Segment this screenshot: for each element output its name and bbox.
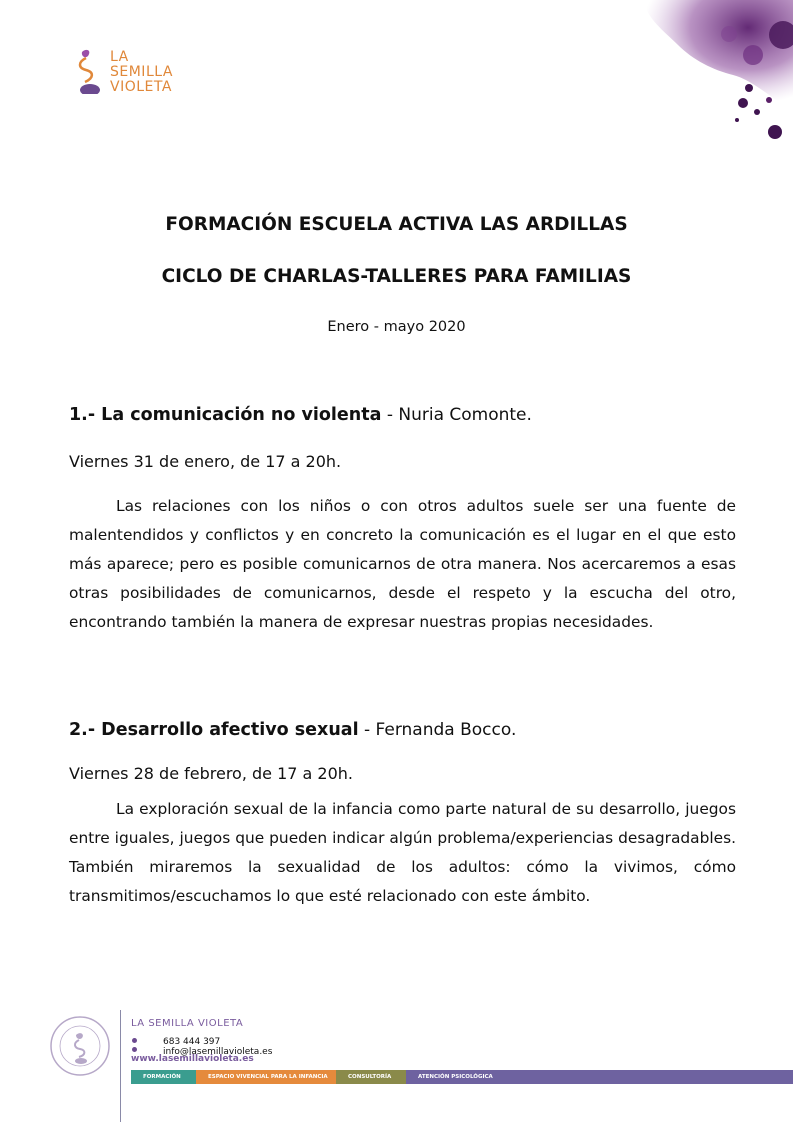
section-1-title: 1.- La comunicación no violenta: [69, 405, 382, 425]
date-range: Enero - mayo 2020: [327, 319, 466, 335]
header-logo: [72, 46, 202, 94]
page-footer: [0, 1010, 793, 1122]
footer-website[interactable]: www.lasemillavioleta.es: [131, 1054, 254, 1064]
phone-icon: [132, 1038, 137, 1043]
section-2-heading: [69, 720, 516, 740]
section-1-speaker: - Nuria Comonte.: [381, 405, 532, 425]
logo-text: [110, 50, 173, 94]
section-2-schedule: Viernes 28 de febrero, de 17 a 20h.: [69, 764, 354, 783]
footer-phone: 683 444 397: [163, 1037, 221, 1047]
footer-divider: [120, 1010, 121, 1122]
footer-brand: LA SEMILLA VIOLETA: [131, 1018, 244, 1029]
watercolor-splash-icon: [633, 0, 793, 150]
footer-bar-atencion: ATENCIÓN PSICOLÓGICA: [406, 1070, 793, 1084]
section-1-heading: [69, 405, 532, 425]
email-icon: [132, 1047, 137, 1052]
logo-text-3: VIOLETA: [110, 79, 172, 94]
footer-bar-consultoria: CONSULTORÍA: [336, 1070, 406, 1084]
section-1-body: Las relaciones con los niños o con otros adultos suele ser una fuente de malentendidos y conflictos y en concreto la comunicación es el lugar en el que esto más aparece; pero es posible comunicarnos de otra manera. Nos acercaremos a esas otras posibilidades de comunicarnos, desde el respeto y la escucha del otro, encontrando también la manera de expresar nuestras propias necesidades.: [69, 497, 736, 631]
footer-bar-espacio: ESPACIO VIVENCIAL PARA LA INFANCIA: [196, 1070, 336, 1084]
section-2-speaker: - Fernanda Bocco.: [358, 720, 517, 740]
section-1-schedule: Viernes 31 de enero, de 17 a 20h.: [69, 452, 342, 471]
section-2-body: La exploración sexual de la infancia como parte natural de su desarrollo, juegos entre iguales, juegos que pueden indicar algún problema/experiencias desagradables. También miraremos la sexualidad de los adultos: cómo la vivimos, cómo transmitimos/escuchamos lo que esté relacionado con este ámbito.: [69, 800, 736, 905]
semilla-logo-icon: [72, 46, 108, 94]
document-title: FORMACIÓN ESCUELA ACTIVA LAS ARDILLAS: [165, 214, 628, 235]
section-2-title: 2.- Desarrollo afectivo sexual: [69, 720, 359, 740]
logo-text-1: LA: [110, 49, 129, 65]
footer-email[interactable]: info@lasemillavioleta.es: [163, 1047, 273, 1057]
document-subtitle: CICLO DE CHARLAS-TALLERES PARA FAMILIAS: [161, 266, 632, 287]
footer-bar-formacion: FORMACIÓN: [131, 1070, 196, 1084]
logo-text-2: SEMILLA: [110, 64, 173, 80]
seal-logo-icon: [49, 1015, 111, 1077]
